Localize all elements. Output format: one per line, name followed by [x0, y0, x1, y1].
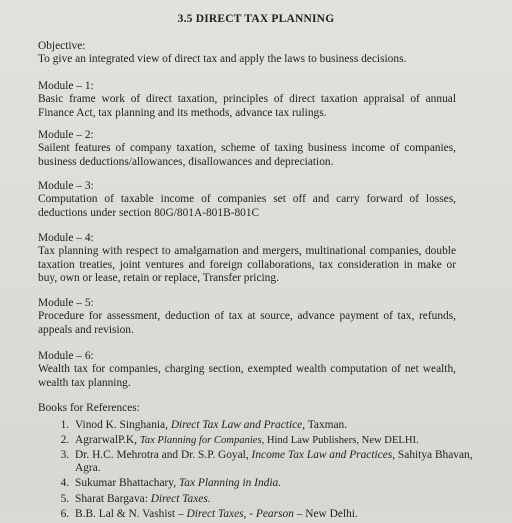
reference-item [72, 449, 478, 476]
module-3-heading: Module – 3: [38, 180, 94, 192]
module-1-heading: Module – 1: [38, 80, 94, 92]
module-2-heading: Module – 2: [38, 129, 94, 141]
module-1-section [38, 80, 456, 120]
reference-author: Dr. H.C. Mehrotra and Dr. S.P. Goyal, [75, 448, 252, 461]
module-4-heading: Module – 4: [38, 232, 94, 244]
reference-title: Direct Taxes, - Pearson [186, 507, 294, 520]
reference-item [72, 419, 478, 433]
reference-title: Tax Planning for Companies [139, 434, 262, 446]
module-3-text: Computation of taxable income of companies set off and carry forward of losses, deductions under section 80G/801A-801B-801C [38, 193, 456, 219]
references-list [38, 419, 478, 522]
module-4-section [38, 232, 456, 286]
module-6-text: Wealth tax for companies, charging section, exempted wealth computation of net wealth, wealth tax planning. [38, 363, 456, 389]
reference-item [72, 493, 478, 507]
reference-item [72, 434, 478, 448]
module-5-text: Procedure for assessment, deduction of tax at source, advance payment of tax, refunds, appeals and revision. [38, 310, 456, 336]
reference-title: Direct Taxes. [150, 492, 211, 505]
module-6-section [38, 350, 456, 390]
reference-author: AgrarwalP.K, [75, 433, 140, 446]
module-6-heading: Module – 6: [38, 350, 94, 362]
objective-text: To give an integrated view of direct tax and apply the laws to business decisions. [38, 53, 407, 66]
objective-heading: Objective: [38, 40, 86, 52]
reference-publisher: , Taxman. [302, 418, 348, 431]
module-2-section [38, 129, 456, 169]
module-1-text: Basic frame work of direct taxation, principles of direct taxation appraisal of annual Finance Act, tax planning and its methods, advance tax rulings. [38, 93, 456, 119]
reference-author: Sukumar Bhattachary, [75, 477, 179, 490]
references-section [38, 402, 478, 523]
reference-publisher: – New Delhi. [293, 507, 358, 520]
reference-publisher: , Hind Law Publishers, New DELHI. [261, 434, 419, 446]
reference-item [72, 477, 478, 491]
document-title: 3.5 DIRECT TAX PLANNING [177, 13, 335, 25]
references-heading: Books for References: [38, 402, 140, 414]
reference-author: B.B. Lal & N. Vashist – [75, 507, 187, 520]
objective-section [38, 40, 456, 67]
reference-item [72, 508, 478, 522]
reference-publisher: , Sahitya Bhavan, Agra. [75, 448, 473, 475]
reference-title: Income Tax Law and Practices [251, 448, 393, 461]
module-4-text: Tax planning with respect to amalgamation and mergers, multinational companies, double taxation treaties, joint ventures and foreign collaborations, tax consideration in make or buy, own or lease, retain or replace, Transfer pricing. [38, 245, 456, 285]
reference-title: Direct Tax Law and Practice [170, 418, 303, 431]
module-2-text: Sailent features of company taxation, scheme of taxing business income of companies, business deductions/allowances, disallowances and depreciation. [38, 142, 456, 168]
module-5-section [38, 297, 456, 337]
module-5-heading: Module – 5: [38, 297, 94, 309]
reference-author: Sharat Bargava: [75, 492, 151, 505]
reference-title: Tax Planning in India. [178, 477, 282, 490]
module-3-section [38, 180, 456, 220]
reference-author: Vinod K. Singhania, [75, 418, 171, 431]
